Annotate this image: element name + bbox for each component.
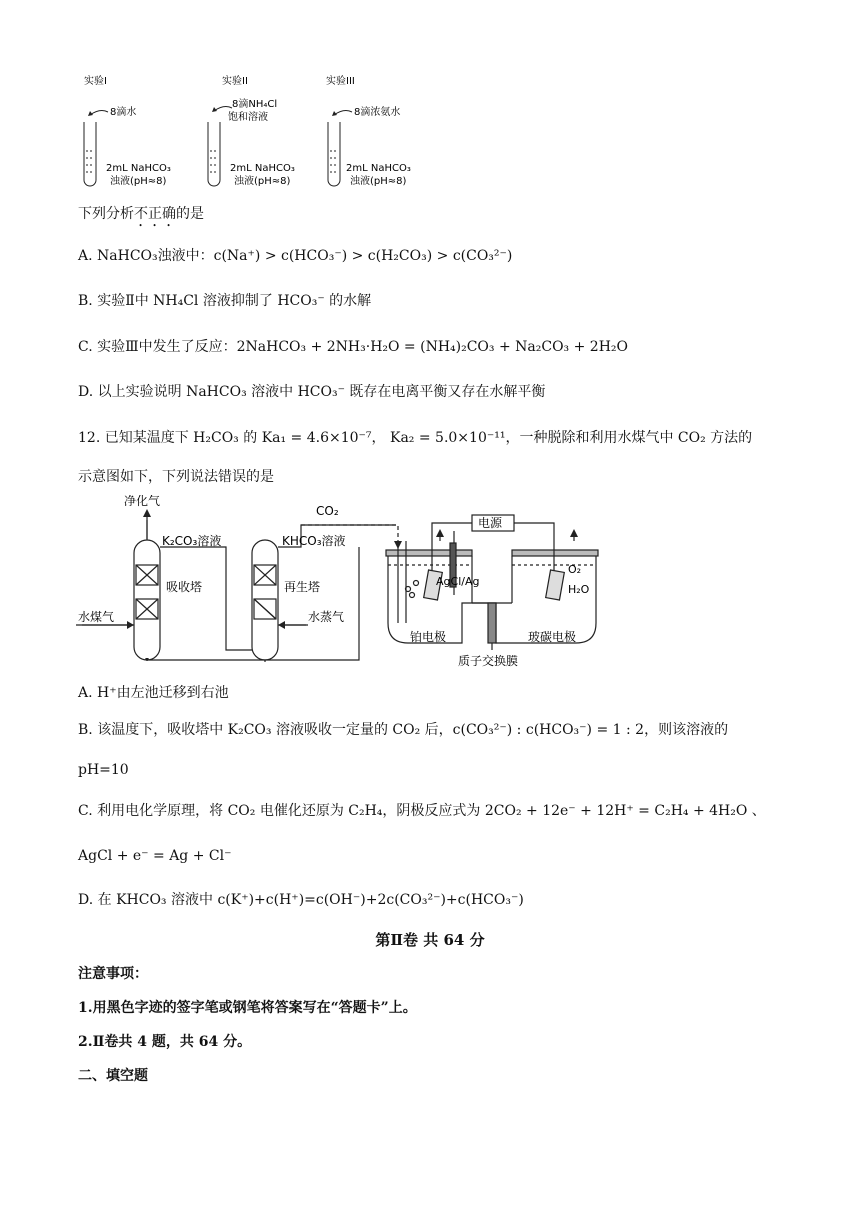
water-gas-label: 水煤气 [78,610,115,624]
q12-stem-line2: 示意图如下，下列说法错误的是 [78,469,274,485]
membrane [488,603,496,643]
reagent-label: 8滴NH₄Cl [232,99,278,110]
diagram-content [76,495,616,675]
solution-label: 2mL NaHCO₃ [346,163,411,174]
notice-item-2: 2.Ⅱ卷共 4 题，共 64 分。 [78,1034,252,1050]
khco3-label: KHCO₃溶液 [282,534,346,548]
arrow-up-icon [436,529,444,537]
part2-heading: 第Ⅱ卷 共 64 分 [375,931,485,949]
solution-label: 浊液(pH≈8) [234,176,291,187]
q12-option-a: A. H⁺由左池迁移到右池 [78,685,229,701]
reagent-label: 8滴浓氨水 [354,107,401,118]
q12-option-c-cont: AgCl + e⁻ = Ag + Cl⁻ [78,848,232,864]
reagent-label: 饱和溶液 [228,112,268,123]
h2o-label: H₂O [568,583,590,596]
experiment-title: 实验II [222,76,248,87]
k2co3-label: K₂CO₃溶液 [162,534,222,548]
experiment-3 [326,74,411,187]
arrow-up-icon [143,509,151,517]
reagent-label: 8滴水 [110,107,137,118]
experiment-1 [84,74,171,187]
stem-emphasis: 不正确 [134,206,176,222]
solution-label: 浊液(pH≈8) [110,176,167,187]
q12-option-d: D. 在 KHCO₃ 溶液中 c(K⁺)+c(H⁺)=c(OH⁻)+2c(CO₃²⁻)+c(HCO₃⁻) [78,892,524,908]
q12-option-b: B. 该温度下，吸收塔中 K₂CO₃ 溶液吸收一定量的 CO₂ 后，c(CO₃²⁻) : c(HCO₃⁻) = 1 : 2，则该溶液的 [78,722,729,738]
experiment-title: 实验I [84,76,107,87]
pt-electrode-label: 铂电极 [410,630,447,644]
arrow-right-icon [127,621,134,629]
purified-gas-label: 净化气 [124,495,161,508]
q11-stem [78,204,204,230]
stem-text: 下列分析 [78,206,134,222]
arrow-up-icon [570,529,578,537]
stem-text: 的是 [176,206,204,222]
notice-title: 注意事项： [78,966,148,982]
power-label: 电源 [478,516,503,530]
q12-stem-line1: 12. 已知某温度下 H₂CO₃ 的 Ka₁ = 4.6×10⁻⁷， Ka₂ = 5.0×10⁻¹¹，一种脱除和利用水煤气中 CO₂ 方法的 [78,430,753,446]
agcl-label: AgCl/Ag [436,575,480,588]
co2-label: CO₂ [316,504,339,518]
steam-label: 水蒸气 [308,610,345,624]
section-heading: 二、填空题 [78,1068,148,1084]
q11-option-c: C. 实验Ⅲ中发生了反应：2NaHCO₃ + 2NH₃·H₂O = (NH₄)₂CO₃ + Na₂CO₃ + 2H₂O [78,339,629,355]
q11-option-a: A. NaHCO₃浊液中：c(Na⁺) > c(HCO₃⁻) > c(H₂CO₃) > c(CO₃²⁻) [78,248,513,264]
arrow-left-icon [278,621,285,629]
q11-option-d: D. 以上实验说明 NaHCO₃ 溶液中 HCO₃⁻ 既存在电离平衡又存在水解平衡 [78,384,546,400]
absorber-label: 吸收塔 [166,580,203,594]
solution-label: 2mL NaHCO₃ [230,163,295,174]
solution-label: 2mL NaHCO₃ [106,163,171,174]
glassy-carbon-label: 玻碳电极 [528,630,577,644]
notice-item-1: 1.用黑色字迹的签字笔或钢笔将答案写在“答题卡”上。 [78,1000,417,1016]
regenerator-label: 再生塔 [284,580,321,594]
q11-option-b: B. 实验Ⅱ中 NH₄Cl 溶液抑制了 HCO₃⁻ 的水解 [78,293,372,309]
o2-label: O₂ [568,563,582,576]
experiment-figure [70,70,450,195]
membrane-label: 质子交换膜 [458,654,519,668]
experiment-2 [208,74,295,187]
q12-option-b-cont: pH=10 [78,762,129,778]
experiment-title: 实验III [326,76,355,87]
solution-label: 浊液(pH≈8) [350,176,407,187]
q12-option-c: C. 利用电化学原理，将 CO₂ 电催化还原为 C₂H₄，阴极反应式为 2CO₂ + 12e⁻ + 12H⁺ = C₂H₄ + 4H₂O 、 [78,803,766,819]
